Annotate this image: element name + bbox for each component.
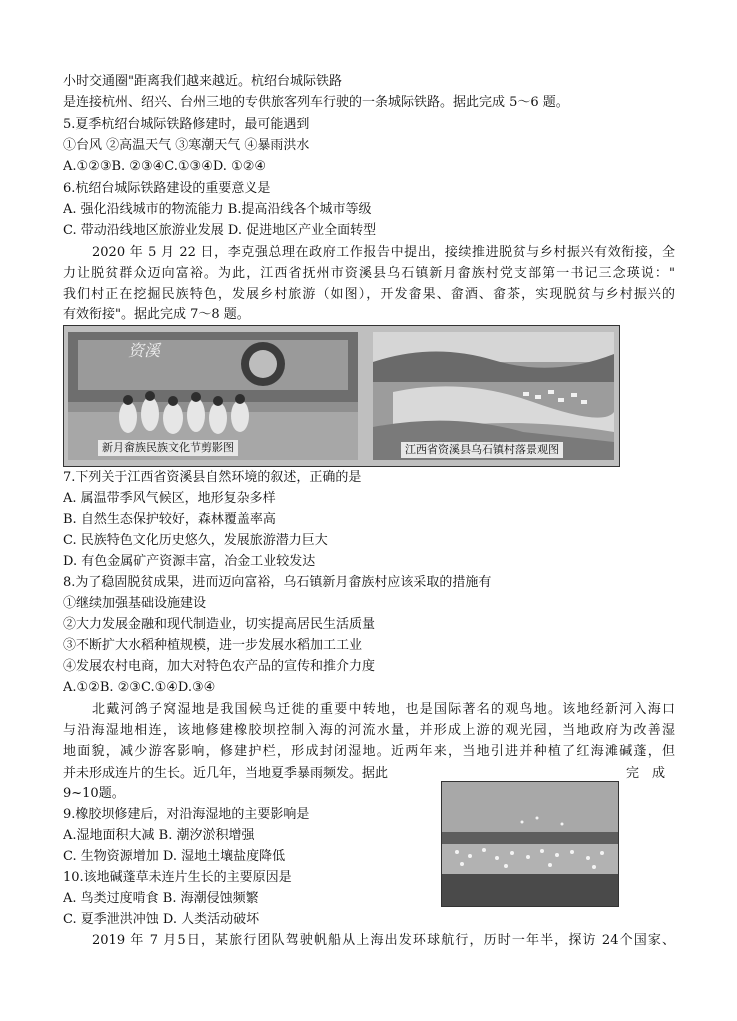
question-9-options-cd: C. 生物资源增加 D. 湿地土壤盐度降低 — [63, 849, 286, 864]
text-line: 小时交通圈"距离我们越来越近。杭绍台城际铁路 — [63, 74, 342, 89]
question-10-options-ab: A. 鸟类过度啃食 B. 海潮侵蚀频繁 — [63, 891, 259, 906]
question-5-items: ①台风 ②高温天气 ③寒潮天气 ④暴雨洪水 — [63, 138, 310, 153]
question-9: 9.橡胶坝修建后，对沿海湿地的主要影响是 — [63, 807, 310, 822]
question-6-options-cd: C. 带动沿线地区旅游业发展 D. 促进地区产业全面转型 — [63, 223, 377, 238]
paragraph-line: 地面貌，减少游客影响，修建护栏，形成封闭湿地。近两年来，当地引进并种植了红海滩碱蓬，但 — [63, 744, 675, 759]
question-6-options-ab: A. 强化沿线城市的物流能力 B.提高沿线各个城市等级 — [63, 202, 372, 217]
paragraph-line: 9~10题。 — [63, 786, 125, 801]
question-8-item-2: ②大力发展金融和现代制造业，切实提高居民生活质量 — [63, 617, 376, 632]
paragraph-line: 力让脱贫群众迈向富裕。为此，江西省抚州市资溪县乌石镇新月畲族村党支部第一书记三念瑛说：" — [63, 266, 675, 281]
banner-text: 资溪 — [128, 341, 161, 360]
question-9-options-ab: A.湿地面积大减 B. 潮汐淤积增强 — [63, 828, 255, 843]
festival-photo — [68, 332, 358, 460]
question-8: 8.为了稳固脱贫成果，进而迈向富裕，乌石镇新月畲族村应该采取的措施有 — [63, 575, 492, 590]
question-8-item-3: ③不断扩大水稻种植规模，进一步发展水稻加工工业 — [63, 638, 363, 653]
caption-right: 江西省资溪县乌石镇村落景观图 — [401, 442, 563, 458]
question-7-option-a: A. 属温带季风气候区，地形复杂多样 — [63, 491, 276, 506]
question-7-option-d: D. 有色金属矿产资源丰富，冶金工业较发达 — [63, 554, 316, 569]
figure-panel — [63, 325, 620, 467]
question-7-option-c: C. 民族特色文化历史悠久，发展旅游潜力巨大 — [63, 533, 328, 548]
text-line: 是连接杭州、绍兴、台州三地的专供旅客列车行驶的一条城际铁路。据此完成 5～6 题。 — [63, 95, 569, 110]
paragraph-line: 2020 年 5 月 22 日，李克强总理在政府工作报告中提出，接续推进脱贫与乡村振兴有效衔接，全 — [92, 245, 675, 260]
caption-left: 新月畲族民族文化节剪影图 — [98, 440, 238, 456]
paragraph-line: 我们村正在挖掘民族特色，发展乡村旅游（如图），开发畲果、畲酒、畲茶，实现脱贫与乡村振兴的 — [63, 287, 675, 302]
question-5-options: A.①②③B. ②③④C.①③④D. ①②④ — [63, 159, 267, 174]
question-10-options-cd: C. 夏季泄洪冲蚀 D. 人类活动破坏 — [63, 912, 260, 927]
question-7-option-b: B. 自然生态保护较好，森林覆盖率高 — [63, 512, 276, 527]
paragraph-line: 与沿海湿地相连，该地修建橡胶坝控制入海的河流水量，并形成上游的观光园，当地政府为改善湿 — [63, 723, 675, 738]
question-10: 10.该地碱蓬草未连片生长的主要原因是 — [63, 870, 292, 885]
paragraph-line: 有效衔接"。据此完成 7～8 题。 — [63, 307, 250, 322]
paragraph-line: 北戴河鸽子窝湿地是我国候鸟迁徙的重要中转地，也是国际著名的观鸟地。该地经新河入海口 — [92, 702, 675, 717]
question-6: 6.杭绍台城际铁路建设的重要意义是 — [63, 181, 271, 196]
wetland-photo — [441, 781, 619, 907]
question-5: 5.夏季杭绍台城际铁路修建时，最可能遇到 — [63, 117, 310, 132]
paragraph-line-end: 完 成 — [626, 766, 666, 781]
question-8-item-4: ④发展农村电商，加大对特色农产品的宣传和推介力度 — [63, 659, 376, 674]
question-8-options: A.①②B. ②③C.①④D.③④ — [63, 680, 216, 695]
question-7: 7.下列关于江西省资溪县自然环境的叙述，正确的是 — [63, 470, 362, 485]
paragraph-line: 2019 年 7 月5日，某旅行团队驾驶帆船从上海出发环球航行，历时一年半，探访 24个国家、 — [92, 933, 675, 948]
question-8-item-1: ①继续加强基础设施建设 — [63, 596, 207, 611]
village-photo — [373, 332, 614, 460]
paragraph-line: 并未形成连片的生长。近几年，当地夏季暴雨频发。据此 — [63, 766, 389, 781]
